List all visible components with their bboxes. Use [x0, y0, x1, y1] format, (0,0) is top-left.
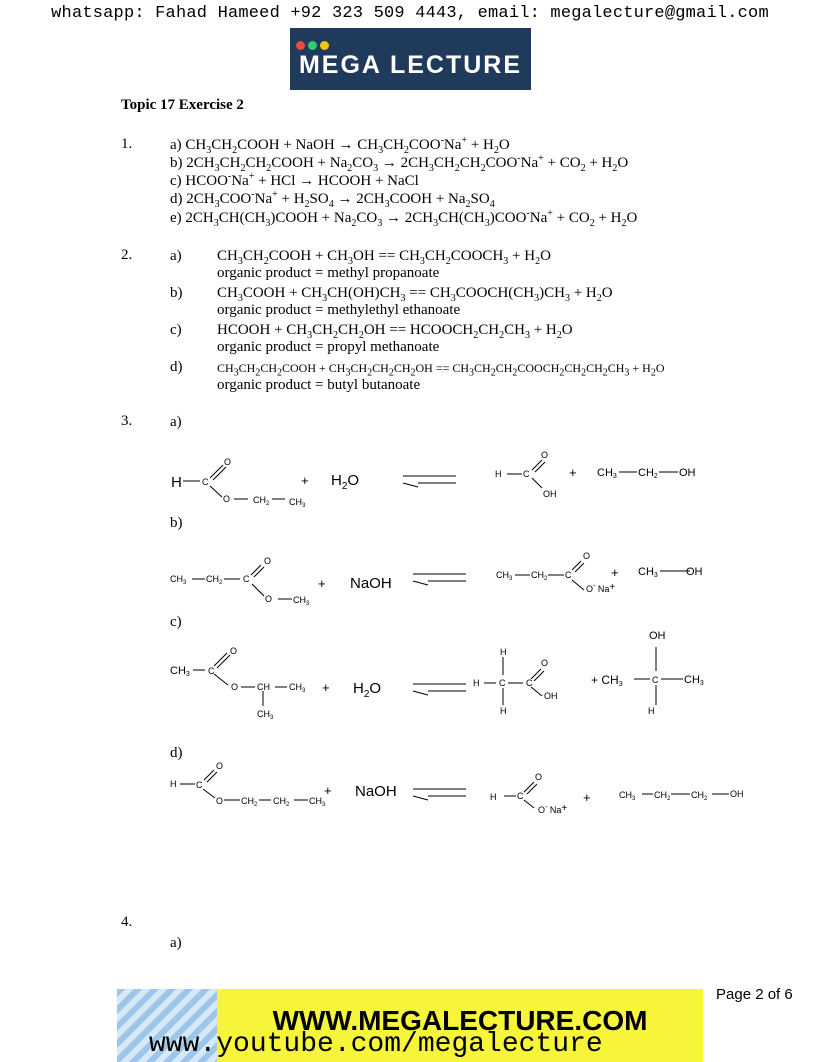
q2-a-label: a) [170, 248, 182, 264]
q2-c-label: c) [170, 322, 182, 338]
svg-text:C: C [523, 469, 530, 479]
q3-number: 3. [121, 413, 133, 429]
svg-text:H2O: $H_2O$ [331, 472, 360, 492]
website-link[interactable]: WWW.MEGALECTURE.COM [272, 1005, 648, 1036]
svg-text:CH3: $CH_3$ [289, 682, 306, 694]
q4-a-label: a) [170, 935, 182, 951]
svg-text:C: C [202, 477, 209, 487]
q2-d-product: organic product = butyl butanoate [217, 377, 421, 393]
svg-text:CH2: $CH_2$ [253, 495, 270, 507]
q2-d-label: d) [170, 359, 183, 375]
svg-text:C: C [208, 666, 215, 676]
svg-text:C: C [565, 570, 572, 580]
q1-e: e) $2CH_3CH(CH_3)COOH + Na_2CO_3 \to 2CH_3CH(CH_3)COO^-Na^+ + CO_2 + H_2O$ [170, 208, 638, 229]
svg-text:O- Na+: O- Na+ [538, 803, 568, 815]
contact-header: whatsapp: Fahad Hameed +92 323 509 4443, email: megalecture@gmail.com [51, 4, 769, 23]
q2-number: 2. [121, 247, 133, 263]
mega-lecture-logo [290, 28, 531, 90]
svg-text:O: O [216, 796, 224, 806]
svg-text:CH3: $CH_3$ [293, 595, 310, 607]
q2-b-product: organic product = methylethyl ethanoate [217, 302, 461, 318]
svg-text:+: + [583, 790, 591, 805]
svg-text:CH2: $CH_2$ [531, 570, 548, 582]
svg-text:CH3: $CH_3$ [309, 796, 326, 808]
svg-text:CH3: $CH_3$ [257, 709, 274, 721]
svg-text:CH2: $CH_2$ [206, 574, 223, 586]
svg-text:C: C [652, 675, 659, 685]
q3d-reaction-scheme [160, 760, 760, 820]
svg-text:+: + [569, 465, 577, 480]
svg-text:H: H [495, 469, 502, 479]
svg-text:H: H [171, 474, 182, 491]
svg-text:O: O [583, 551, 591, 561]
svg-text:OH: OH [543, 489, 557, 499]
svg-text:H: H [648, 706, 655, 716]
svg-text:+: + [611, 565, 619, 580]
q3a-reaction-scheme [160, 445, 720, 515]
svg-text:CH3: $CH_3$ [619, 790, 636, 802]
svg-text:H: H [473, 678, 480, 688]
svg-text:CH2: $CH_2$ [241, 796, 258, 808]
svg-text:C: C [499, 678, 506, 688]
svg-text:CH3: $CH_3$ [170, 574, 187, 586]
svg-text:NaOH: NaOH [355, 783, 397, 800]
logo-dot-red [296, 41, 305, 50]
svg-text:H: H [500, 647, 507, 657]
q2-a-product: organic product = methyl propanoate [217, 265, 440, 281]
q2-c-product: organic product = propyl methanoate [217, 339, 440, 355]
q1-a: a) $CH_3CH_2COOH$ + NaOH → $CH_3CH_2COO^-Na^+ + H_2O$ [170, 135, 510, 156]
svg-text:CH3: CH3 [684, 674, 704, 687]
svg-text:OH: OH [686, 566, 703, 578]
q3c-reaction-scheme [160, 625, 720, 725]
q3-b-label: b) [170, 515, 183, 531]
svg-text:OH: OH [679, 467, 696, 479]
svg-text:H2O: $H_2O$ [353, 680, 382, 700]
q3-a-label: a) [170, 414, 182, 430]
svg-text:+: + [322, 680, 330, 695]
logo-dot-green [308, 41, 317, 50]
q4-number: 4. [121, 914, 133, 930]
svg-text:O: O [223, 494, 231, 504]
q1-c: c) HCOO-Na+ + HCl → HCOOH + NaCl [170, 171, 419, 189]
logo-dot-yellow [320, 41, 329, 50]
svg-text:O: O [231, 682, 239, 692]
q2-b-label: b) [170, 285, 183, 301]
svg-text:O: O [535, 772, 543, 782]
svg-text:+: + [324, 783, 332, 798]
svg-text:CH3: $CH_3$ [496, 570, 513, 582]
q3-c-label: c) [170, 614, 182, 630]
q2-b-equation: $CH_3COOH + CH_3CH(OH)CH_3$ == $CH_3COOCH(CH_3)CH_3 + H_2O$ [217, 285, 613, 304]
q1-number: 1. [121, 136, 133, 152]
svg-text:H: H [170, 779, 177, 789]
q1-d: d) $2CH_3COO^-Na^+ + H_2SO_4$ → $2CH_3COOH + Na_2SO_4$ [170, 189, 495, 210]
svg-text:C: C [526, 678, 533, 688]
svg-text:CH2: $CH_2$ [273, 796, 290, 808]
svg-text:OH: OH [544, 691, 558, 701]
svg-text:O- Na+: O- Na+ [586, 582, 616, 594]
svg-text:O: O [216, 761, 224, 771]
logo-text: MEGA LECTURE [298, 51, 523, 79]
svg-text:H: H [490, 792, 497, 802]
svg-text:CH3: CH3 [170, 665, 190, 678]
q3b-reaction-scheme [160, 548, 720, 608]
svg-text:O: O [264, 556, 272, 566]
q2-c-equation: HCOOH + $CH_3CH_2CH_2OH$ == $HCOOCH_2CH_2CH_3 + H_2O$ [217, 322, 573, 341]
svg-text:O: O [541, 450, 549, 460]
page-title: Topic 17 Exercise 2 [121, 97, 244, 113]
footer-banner [117, 989, 703, 1062]
q2-d-equation: $CH_3CH_2CH_2COOH + CH_3CH_2CH_2CH_2OH$ == $CH_3CH_2CH_2COOCH_2CH_2CH_2CH_3 + H_2O$ [217, 361, 665, 379]
svg-text:O: O [224, 457, 232, 467]
q3-d-label: d) [170, 745, 183, 761]
youtube-link[interactable]: www.youtube.com/megalecture [149, 1029, 603, 1060]
svg-text:CH3: CH3 [638, 566, 658, 579]
svg-text:O: O [230, 646, 238, 656]
svg-text:O: O [265, 594, 273, 604]
svg-text:C: C [243, 574, 250, 584]
svg-text:CH2: $CH_2$ [654, 790, 671, 802]
svg-text:CH: CH [257, 682, 270, 692]
svg-text:O: O [541, 658, 549, 668]
q3a-plus: + [301, 473, 309, 488]
svg-text:+ CH3: + CH3 [591, 673, 623, 688]
q1-b: b) $2CH_3CH_2CH_2COOH + Na_2CO_3 \to 2CH_3CH_2CH_2COO^-Na^+ + CO_2 + H_2O$ [170, 153, 629, 174]
q3b-naoh: NaOH [350, 575, 392, 592]
svg-text:+: + [318, 576, 326, 591]
page-number: Page 2 of 6 [716, 986, 793, 1003]
svg-text:C: C [517, 791, 524, 801]
svg-text:CH3: $CH_3$ [289, 497, 306, 509]
svg-text:H: H [500, 706, 507, 716]
svg-text:OH: OH [730, 789, 744, 799]
svg-text:CH2: CH2 [638, 467, 658, 480]
svg-text:OH: OH [649, 630, 666, 642]
svg-text:C: C [196, 780, 203, 790]
svg-text:CH2: $CH_2$ [691, 790, 708, 802]
q2-a-equation: $CH_3CH_2COOH + CH_3OH$ == $CH_3CH_2COOCH_3 + H_2O$ [217, 248, 551, 267]
svg-text:CH3: CH3 [597, 467, 617, 480]
